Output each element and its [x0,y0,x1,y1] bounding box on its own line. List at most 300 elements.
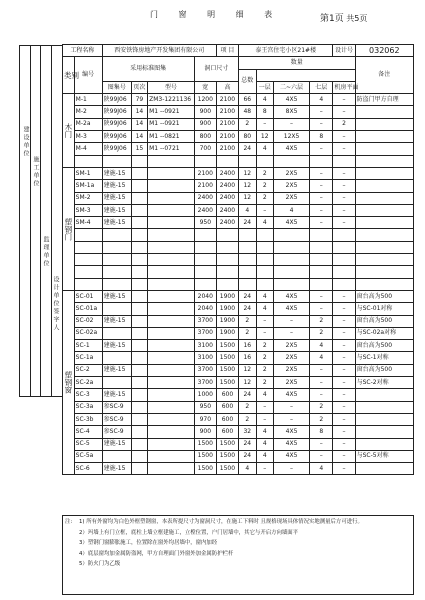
cell-remark [355,192,413,204]
cell-floor7: – [310,217,333,229]
cell-floor7: 8 [310,131,333,143]
cell-height: 1500 [216,450,238,462]
cell-floor1: 4 [256,290,273,302]
cell-floor7: 4 [310,94,333,106]
cell-width: 800 [194,131,216,143]
cell-atlas [102,450,131,462]
cell-code: SC-3a [74,401,102,413]
cell-height: 1900 [216,303,238,315]
note-item: 2）玛墙上有门立框，底柱上墙立框建施工，立樘位置，户门居墙中，其它与开启方向墙面平 [79,529,299,536]
cell-model [148,155,195,167]
cell-floor1: 4 [256,143,273,155]
cell-floor1: 2 [256,340,273,352]
cell-code: SM-3 [74,204,102,216]
cell-roof [333,254,355,266]
cell-floor7: – [310,143,333,155]
cell-floor2-6: – [273,413,309,425]
cell-width [194,229,216,241]
cell-remark: 窗台高为500 [355,315,413,327]
cell-width: 2400 [194,204,216,216]
cell-roof: – [333,352,355,364]
cell-model [148,327,195,339]
cell-remark [355,204,413,216]
strip-label-supervisor: 监理单位 [42,236,49,268]
cell-height: 2400 [216,204,238,216]
cell-floor2-6: 2X5 [273,192,309,204]
table-row [63,143,414,155]
cell-floor7: – [310,167,333,179]
cell-code: SM-1 [74,167,102,179]
cell-width: 3700 [194,364,216,376]
cell-roof: – [333,290,355,302]
cell-remark: 窗台高为500 [355,364,413,376]
cell-floor7: – [310,303,333,315]
cell-atlas [102,254,131,266]
cell-floor1: – [256,401,273,413]
cell-floor1: 2 [256,377,273,389]
cell-height: 1900 [216,315,238,327]
cell-floor7: – [310,438,333,450]
cell-floor2-6: 4X5 [273,94,309,106]
table-row [63,217,414,229]
cell-floor1: – [256,118,273,130]
cell-atlas [102,352,131,364]
category-wood-door: 木门 [63,94,75,168]
cell-floor1: – [256,463,273,475]
cell-atlas [102,303,131,315]
cell-floor1: 4 [256,426,273,438]
table-row [63,463,414,475]
cell-remark [355,118,413,130]
cell-floor7: – [310,377,333,389]
table-row [63,204,414,216]
cell-remark [355,413,413,425]
cell-floor7: 4 [310,352,333,364]
cell-total: 2 [239,327,256,339]
column-header-row [63,57,414,69]
cell-model [148,241,195,253]
cell-floor2-6: 8X5 [273,106,309,118]
cell-model [148,266,195,278]
cell-floor1: – [256,327,273,339]
table-row [63,192,414,204]
cell-remark: 防盗门甲方自理 [355,94,413,106]
cell-height [216,266,238,278]
cell-floor2-6: 2X5 [273,340,309,352]
cell-model [148,303,195,315]
cell-floor1: 2 [256,364,273,376]
cell-code [74,229,102,241]
cell-code: SC-5a [74,450,102,462]
cell-total: 12 [239,192,256,204]
cell-height: 2400 [216,217,238,229]
cell-remark [355,254,413,266]
cell-model: ZM3-1221136 [148,94,195,106]
cell-page [131,167,147,179]
table-row [63,426,414,438]
cell-code: SC-01 [74,290,102,302]
col-page: 页次 [131,81,147,93]
cell-remark: 与SC-5对称 [355,450,413,462]
cell-floor2-6: 12X5 [273,131,309,143]
cell-total [239,229,256,241]
cell-floor1: – [256,413,273,425]
cell-code: SC-1 [74,340,102,352]
cell-floor1 [256,254,273,266]
cell-atlas: 建施-15 [102,463,131,475]
cell-atlas [102,241,131,253]
cell-width: 3700 [194,377,216,389]
cell-height: 2400 [216,192,238,204]
cell-width: 2100 [194,167,216,179]
cell-code: SC-4 [74,426,102,438]
cell-floor7 [310,229,333,241]
cell-width: 3100 [194,340,216,352]
cell-roof: – [333,180,355,192]
cell-model [148,463,195,475]
left-signature-strip [19,45,62,397]
cell-roof: – [333,303,355,315]
col-code: 编号 [74,57,102,94]
cell-floor2-6 [273,155,309,167]
cell-atlas: 建施-15 [102,290,131,302]
col-model: 型号 [148,81,195,93]
cell-remark [355,278,413,290]
cell-page [131,450,147,462]
cell-page [131,364,147,376]
cell-floor7: 4 [310,340,333,352]
cell-floor2-6: 2X5 [273,377,309,389]
cell-floor1: 4 [256,94,273,106]
cell-height [216,241,238,253]
col-floors [256,69,355,81]
cell-model [148,401,195,413]
note-item: 3）塑钢门窗膨胀施工，位置除在窗外均居墙中，窗内加经 [79,540,218,546]
cell-page [131,229,147,241]
table-row [63,229,414,241]
cell-height: 1900 [216,290,238,302]
cell-atlas: 建施-15 [102,340,131,352]
cell-floor1 [256,241,273,253]
cell-page [131,340,147,352]
cell-floor2-6: 4 [273,204,309,216]
cell-width: 1200 [194,94,216,106]
cell-floor7: – [310,192,333,204]
cell-floor2-6 [273,266,309,278]
cell-atlas [102,266,131,278]
cell-width: 900 [194,106,216,118]
cell-roof: – [333,217,355,229]
cell-floor2-6: – [273,118,309,130]
cell-floor1: 12 [256,131,273,143]
cell-model [148,438,195,450]
category-plastic-door: 塑钢门 [63,167,75,290]
cell-total [239,241,256,253]
cell-atlas: 参SC-9 [102,401,131,413]
table-row [63,364,414,376]
cell-floor1: – [256,315,273,327]
cell-total [239,266,256,278]
cell-roof: – [333,401,355,413]
cell-atlas: 陕99J06 [102,131,131,143]
cell-total: 2 [239,118,256,130]
sheet-number [320,11,367,24]
cell-code: M-2a [74,118,102,130]
cell-atlas: 建施-15 [102,389,131,401]
col-width: 宽 [194,81,216,93]
cell-remark [355,106,413,118]
cell-floor7: – [310,106,333,118]
cell-floor7: – [310,204,333,216]
cell-page [131,192,147,204]
cell-roof: – [333,413,355,425]
table-row [63,94,414,106]
table-row [63,352,414,364]
note-item: 5）防火门为乙级 [79,561,121,567]
table-row [63,303,414,315]
cell-floor1: 2 [256,167,273,179]
cell-remark [355,131,413,143]
notes-list [65,517,411,570]
cell-remark: 与SC-01对称 [355,303,413,315]
cell-floor7: 8 [310,426,333,438]
cell-width: 970 [194,413,216,425]
project-label: 工程名称 [63,45,103,57]
cell-total: 4 [239,463,256,475]
cell-code: SM-4 [74,217,102,229]
cell-height [216,155,238,167]
strip-label-designer: 设计单位签字人 [52,276,59,332]
cell-floor7: 4 [310,463,333,475]
cell-height: 2100 [216,106,238,118]
table-row [63,241,414,253]
cell-height: 2100 [216,94,238,106]
cell-atlas: 参SC-9 [102,426,131,438]
table-row [63,155,414,167]
cell-remark [355,463,413,475]
project-row [63,45,414,57]
cell-total: 12 [239,377,256,389]
cell-total: 16 [239,352,256,364]
cell-page [131,389,147,401]
cell-model [148,254,195,266]
cell-total: 48 [239,106,256,118]
cell-page [131,254,147,266]
cell-floor7: – [310,389,333,401]
cell-roof: – [333,167,355,179]
cell-atlas [102,155,131,167]
col-remark: 备注 [355,57,413,94]
cell-atlas: 建施-15 [102,315,131,327]
cell-page: 79 [131,94,147,106]
cell-width: 1500 [194,450,216,462]
cell-floor2-6: – [273,327,309,339]
cell-total: 12 [239,167,256,179]
col-atlas: 图集号 [102,81,131,93]
cell-height: 1500 [216,340,238,352]
table-row [63,180,414,192]
cell-width: 3700 [194,315,216,327]
cell-roof [333,229,355,241]
cell-roof: 2 [333,118,355,130]
cell-total: 24 [239,217,256,229]
cell-page [131,377,147,389]
cell-code: M-3 [74,131,102,143]
cell-width [194,254,216,266]
cell-floor7 [310,278,333,290]
cell-height: 1500 [216,352,238,364]
col-height: 高 [216,81,238,93]
cell-width: 1500 [194,463,216,475]
cell-model [148,389,195,401]
cell-roof: – [333,389,355,401]
table-row [63,450,414,462]
cell-atlas: 陕99J06 [102,94,131,106]
strip-label-builder: 施工单位 [32,156,39,188]
cell-remark: 与SC-1对称 [355,352,413,364]
cell-page [131,438,147,450]
cell-page [131,463,147,475]
cell-model [148,192,195,204]
cell-code: SC-6 [74,463,102,475]
cell-code [74,155,102,167]
cell-height: 2100 [216,131,238,143]
cell-total: 80 [239,131,256,143]
cell-roof: – [333,131,355,143]
col-qty-group: 数量 [239,57,356,69]
cell-floor2-6: 4X5 [273,290,309,302]
cell-roof [333,266,355,278]
cell-floor7 [310,241,333,253]
cell-total: 12 [239,180,256,192]
cell-roof: – [333,463,355,475]
cell-page [131,204,147,216]
cell-floor7 [310,254,333,266]
cell-floor2-6: 4X5 [273,303,309,315]
cell-floor2-6: 2X5 [273,364,309,376]
cell-code: SC-2 [74,364,102,376]
cell-code [74,254,102,266]
cell-floor7: 2 [310,413,333,425]
cell-code [74,266,102,278]
cell-remark [355,167,413,179]
cell-model [148,180,195,192]
cell-code: SM-1a [74,180,102,192]
cell-remark: 窗台高为500 [355,290,413,302]
cell-floor2-6: – [273,401,309,413]
cell-remark: 与SC-2对称 [355,377,413,389]
cell-floor2-6 [273,241,309,253]
cell-height [216,229,238,241]
cell-width [194,241,216,253]
cell-floor2-6: – [273,315,309,327]
cell-model: M1 --0921 [148,118,195,130]
cell-model [148,217,195,229]
cell-model [148,340,195,352]
cell-roof: – [333,340,355,352]
cell-model [148,290,195,302]
table-row [63,327,414,339]
cell-height [216,254,238,266]
cell-roof [333,241,355,253]
cell-atlas: 建施-15 [102,167,131,179]
cell-height: 600 [216,401,238,413]
cell-remark [355,143,413,155]
cell-code: M-4 [74,143,102,155]
cell-width: 950 [194,217,216,229]
cell-floor1: 4 [256,217,273,229]
table-row [63,131,414,143]
cell-floor2-6: 4X5 [273,426,309,438]
table-row [63,413,414,425]
cell-roof: – [333,364,355,376]
cell-model [148,352,195,364]
cell-width: 700 [194,143,216,155]
table-row [63,106,414,118]
cell-page [131,352,147,364]
cell-remark [355,438,413,450]
cell-floor7: 2 [310,401,333,413]
cell-remark [355,217,413,229]
cell-floor2-6: 2X5 [273,167,309,179]
cell-floor2-6: 4X5 [273,450,309,462]
cell-atlas: 建施-15 [102,217,131,229]
cell-roof: – [333,106,355,118]
cell-page [131,266,147,278]
cell-height: 2100 [216,118,238,130]
cell-width: 1000 [194,389,216,401]
cell-total [239,254,256,266]
note-item: 4）底层窗均加金属防盗网，甲方自理面门外窗外加金属防护栏杆 [79,550,234,557]
cell-floor2-6: 2X5 [273,180,309,192]
strip-col [40,46,52,396]
cell-roof: – [333,204,355,216]
cell-floor7: – [310,290,333,302]
item-label: 项 目 [216,45,238,57]
cell-page [131,413,147,425]
cell-code: SC-1a [74,352,102,364]
cell-remark [355,229,413,241]
cell-code: M-2 [74,106,102,118]
cell-atlas [102,377,131,389]
cell-code: M-1 [74,94,102,106]
cell-floor1: 2 [256,352,273,364]
cell-remark [355,180,413,192]
cell-roof: – [333,438,355,450]
cell-code: SC-02 [74,315,102,327]
table-row [63,315,414,327]
cell-total: 12 [239,364,256,376]
cell-total: 2 [239,401,256,413]
cell-floor7: – [310,364,333,376]
cell-page [131,217,147,229]
cell-roof: – [333,143,355,155]
cell-model: M1 --0821 [148,131,195,143]
cell-model [148,426,195,438]
cell-total: 24 [239,450,256,462]
cell-roof: – [333,192,355,204]
cell-total [239,278,256,290]
cell-remark [355,241,413,253]
cell-floor7: – [310,180,333,192]
cell-roof [333,278,355,290]
cell-floor7: – [310,118,333,130]
cell-total: 16 [239,340,256,352]
cell-height: 2100 [216,143,238,155]
cell-page [131,241,147,253]
cell-total: 32 [239,426,256,438]
cell-atlas: 建施-15 [102,364,131,376]
